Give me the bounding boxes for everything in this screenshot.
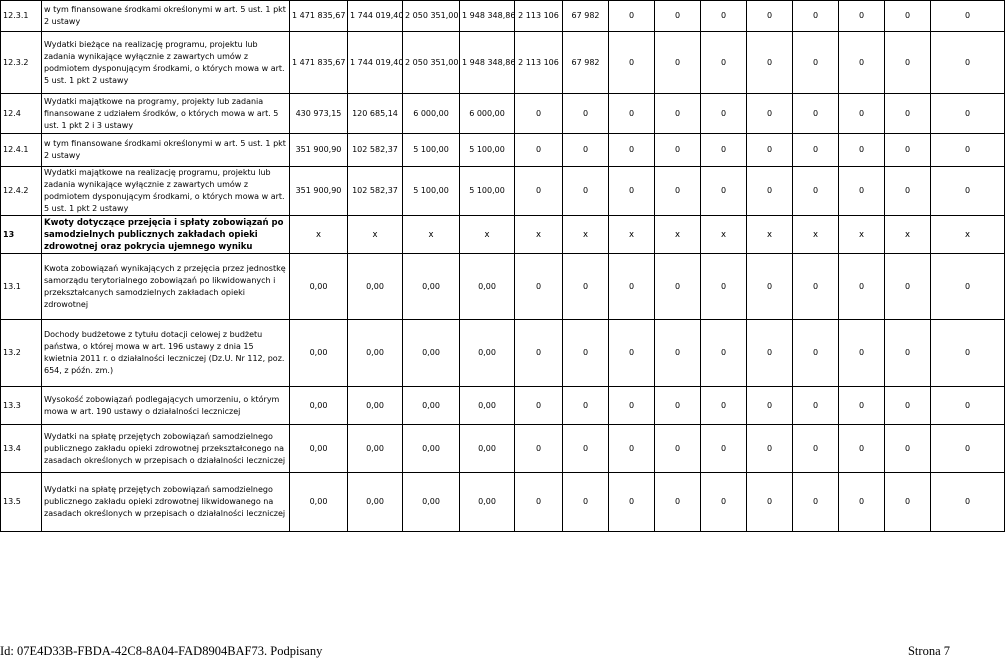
- value-cell: 6 000,00: [460, 94, 515, 134]
- row-number: 12.4: [1, 94, 42, 134]
- value-cell: 0,00: [403, 425, 460, 473]
- value-cell: 0: [563, 254, 609, 320]
- value-cell: 0: [931, 94, 1005, 134]
- value-cell: x: [655, 216, 701, 254]
- value-cell: 0: [931, 167, 1005, 216]
- value-cell: 0: [563, 167, 609, 216]
- value-cell: 0: [747, 254, 793, 320]
- value-cell: 0,00: [403, 473, 460, 532]
- value-cell: 0: [609, 32, 655, 94]
- value-cell: x: [931, 216, 1005, 254]
- value-cell: 0: [747, 320, 793, 387]
- value-cell: 5 100,00: [403, 167, 460, 216]
- value-cell: 0: [793, 387, 839, 425]
- value-cell: 0,00: [460, 473, 515, 532]
- value-cell: 0: [839, 134, 885, 167]
- value-cell: 0: [701, 134, 747, 167]
- row-description: Wydatki majątkowe na programy, projekty lub zadania finansowane z udziałem środków, o których mowa w art. 5 ust. 1 pkt 2 i 3 ustawy: [42, 94, 290, 134]
- value-cell: 0: [931, 1, 1005, 32]
- value-cell: 0: [885, 425, 931, 473]
- value-cell: 0: [515, 254, 563, 320]
- value-cell: x: [348, 216, 403, 254]
- row-number: 13.1: [1, 254, 42, 320]
- table-row: [1, 425, 1005, 473]
- value-cell: 0: [793, 473, 839, 532]
- value-cell: 1 948 348,86: [460, 1, 515, 32]
- row-number: 12.3.2: [1, 32, 42, 94]
- value-cell: 0: [793, 425, 839, 473]
- value-cell: x: [515, 216, 563, 254]
- table-row: [1, 216, 1005, 254]
- row-number: 13: [1, 216, 42, 254]
- value-cell: 0: [839, 473, 885, 532]
- value-cell: 0,00: [460, 320, 515, 387]
- value-cell: 67 982: [563, 1, 609, 32]
- value-cell: 0: [701, 32, 747, 94]
- value-cell: 6 000,00: [403, 94, 460, 134]
- value-cell: 102 582,37: [348, 167, 403, 216]
- value-cell: 0: [609, 387, 655, 425]
- value-cell: 0: [655, 134, 701, 167]
- value-cell: 0: [885, 320, 931, 387]
- value-cell: 0: [931, 320, 1005, 387]
- value-cell: 430 973,15: [290, 94, 348, 134]
- value-cell: 0,00: [290, 473, 348, 532]
- value-cell: 0: [793, 167, 839, 216]
- value-cell: 0: [701, 167, 747, 216]
- value-cell: 0,00: [290, 254, 348, 320]
- value-cell: 0: [793, 94, 839, 134]
- value-cell: 120 685,14: [348, 94, 403, 134]
- value-cell: 0: [747, 94, 793, 134]
- value-cell: 0: [609, 320, 655, 387]
- value-cell: 0: [655, 254, 701, 320]
- value-cell: 0,00: [290, 387, 348, 425]
- value-cell: 0: [563, 94, 609, 134]
- value-cell: 0,00: [348, 387, 403, 425]
- value-cell: 0: [747, 425, 793, 473]
- value-cell: 0: [609, 167, 655, 216]
- value-cell: 0,00: [348, 425, 403, 473]
- value-cell: x: [701, 216, 747, 254]
- value-cell: 5 100,00: [403, 134, 460, 167]
- value-cell: 0: [655, 32, 701, 94]
- value-cell: 0: [885, 32, 931, 94]
- value-cell: 351 900,90: [290, 134, 348, 167]
- value-cell: x: [609, 216, 655, 254]
- value-cell: 0: [793, 134, 839, 167]
- value-cell: 0: [747, 473, 793, 532]
- row-description: Dochody budżetowe z tytułu dotacji celowej z budżetu państwa, o której mowa w art. 196 ustawy z dnia 15 kwietnia 2011 r. o działalności leczniczej (Dz.U. Nr 112, poz. 654, z późn. zm.): [42, 320, 290, 387]
- value-cell: 1 471 835,67: [290, 1, 348, 32]
- value-cell: 1 948 348,86: [460, 32, 515, 94]
- value-cell: 0: [563, 387, 609, 425]
- value-cell: 0: [655, 320, 701, 387]
- value-cell: 0: [563, 425, 609, 473]
- row-number: 13.5: [1, 473, 42, 532]
- value-cell: 0,00: [403, 387, 460, 425]
- value-cell: 0: [655, 473, 701, 532]
- value-cell: 0: [515, 94, 563, 134]
- value-cell: 0: [885, 387, 931, 425]
- value-cell: 0: [931, 425, 1005, 473]
- value-cell: 0,00: [403, 254, 460, 320]
- value-cell: 0: [563, 134, 609, 167]
- value-cell: 0: [515, 167, 563, 216]
- value-cell: 0: [655, 1, 701, 32]
- value-cell: 0,00: [403, 320, 460, 387]
- value-cell: x: [747, 216, 793, 254]
- value-cell: 1 744 019,40: [348, 32, 403, 94]
- value-cell: 1 744 019,40: [348, 1, 403, 32]
- row-description: Wysokość zobowiązań podlegających umorzeniu, o którym mowa w art. 190 ustawy o działalności leczniczej: [42, 387, 290, 425]
- value-cell: 0: [563, 320, 609, 387]
- value-cell: 0: [839, 167, 885, 216]
- value-cell: 0: [515, 387, 563, 425]
- value-cell: 0,00: [348, 254, 403, 320]
- value-cell: 1 471 835,67: [290, 32, 348, 94]
- document-id: Id: 07E4D33B-FBDA-42C8-8A04-FAD8904BAF73. Podpisany: [0, 644, 323, 658]
- value-cell: 2 113 106: [515, 1, 563, 32]
- row-description: Kwota zobowiązań wynikających z przejęcia przez jednostkę samorządu terytorialnego zobowiązań po likwidowanych i przekształcanych samodzielnych zakładach opieki zdrowotnej: [42, 254, 290, 320]
- value-cell: 0: [655, 94, 701, 134]
- value-cell: 0: [563, 473, 609, 532]
- table-row: [1, 32, 1005, 94]
- table-row: [1, 387, 1005, 425]
- value-cell: 0: [747, 134, 793, 167]
- value-cell: 0,00: [348, 320, 403, 387]
- value-cell: 0: [839, 425, 885, 473]
- value-cell: 102 582,37: [348, 134, 403, 167]
- value-cell: 0,00: [290, 320, 348, 387]
- value-cell: 0: [701, 320, 747, 387]
- value-cell: 0: [885, 1, 931, 32]
- value-cell: 0: [701, 1, 747, 32]
- value-cell: 0: [609, 1, 655, 32]
- value-cell: x: [793, 216, 839, 254]
- value-cell: 0: [609, 425, 655, 473]
- value-cell: 0: [701, 94, 747, 134]
- row-number: 12.4.2: [1, 167, 42, 216]
- value-cell: 0: [885, 254, 931, 320]
- value-cell: 0,00: [460, 387, 515, 425]
- value-cell: 0: [747, 1, 793, 32]
- value-cell: 2 050 351,00: [403, 32, 460, 94]
- table-row: [1, 320, 1005, 387]
- value-cell: 0,00: [460, 254, 515, 320]
- row-description: Kwoty dotyczące przejęcia i spłaty zobowiązań po samodzielnych publicznych zakładach opieki zdrowotnej oraz pokrycia ujemnego wyniku: [42, 216, 290, 254]
- row-number: 12.3.1: [1, 1, 42, 32]
- value-cell: x: [290, 216, 348, 254]
- table-row: [1, 167, 1005, 216]
- table-row: [1, 94, 1005, 134]
- value-cell: 0: [793, 254, 839, 320]
- value-cell: 0: [701, 425, 747, 473]
- value-cell: 0: [747, 32, 793, 94]
- value-cell: 67 982: [563, 32, 609, 94]
- value-cell: 0: [931, 254, 1005, 320]
- value-cell: 0: [839, 1, 885, 32]
- value-cell: 0: [931, 473, 1005, 532]
- value-cell: x: [460, 216, 515, 254]
- page-footer: [0, 642, 960, 660]
- value-cell: 0: [701, 254, 747, 320]
- value-cell: 0: [515, 425, 563, 473]
- value-cell: 0: [839, 94, 885, 134]
- value-cell: 0: [839, 254, 885, 320]
- row-description: w tym finansowane środkami określonymi w art. 5 ust. 1 pkt 2 ustawy: [42, 1, 290, 32]
- value-cell: 0: [931, 32, 1005, 94]
- value-cell: 0: [793, 32, 839, 94]
- table-row: [1, 1, 1005, 32]
- row-description: Wydatki bieżące na realizację programu, projektu lub zadania wynikające wyłącznie z zawartych umów z podmiotem dysponującym środkami, o których mowa w art. 5 ust. 1 pkt 2 ustawy: [42, 32, 290, 94]
- value-cell: 0: [885, 167, 931, 216]
- value-cell: 0: [793, 1, 839, 32]
- value-cell: 0: [515, 134, 563, 167]
- value-cell: 0,00: [290, 425, 348, 473]
- value-cell: 0: [515, 473, 563, 532]
- row-description: w tym finansowane środkami określonymi w art. 5 ust. 1 pkt 2 ustawy: [42, 134, 290, 167]
- value-cell: x: [403, 216, 460, 254]
- value-cell: 0: [885, 94, 931, 134]
- table-row: [1, 254, 1005, 320]
- value-cell: 5 100,00: [460, 134, 515, 167]
- value-cell: 0: [747, 387, 793, 425]
- value-cell: x: [839, 216, 885, 254]
- value-cell: 351 900,90: [290, 167, 348, 216]
- value-cell: 0,00: [348, 473, 403, 532]
- value-cell: 2 113 106: [515, 32, 563, 94]
- value-cell: 0: [931, 387, 1005, 425]
- value-cell: 0: [885, 473, 931, 532]
- value-cell: x: [563, 216, 609, 254]
- value-cell: 0: [609, 134, 655, 167]
- value-cell: 2 050 351,00: [403, 1, 460, 32]
- value-cell: 5 100,00: [460, 167, 515, 216]
- row-number: 13.2: [1, 320, 42, 387]
- row-number: 13.4: [1, 425, 42, 473]
- value-cell: 0: [931, 134, 1005, 167]
- value-cell: 0: [839, 32, 885, 94]
- row-description: Wydatki na spłatę przejętych zobowiązań samodzielnego publicznego zakładu opieki zdrowotnej likwidowanego na zasadach określonych w przepisach o działalności leczniczej: [42, 473, 290, 532]
- table-body: [1, 1, 1005, 532]
- value-cell: 0: [839, 320, 885, 387]
- value-cell: 0: [655, 167, 701, 216]
- table-row: [1, 473, 1005, 532]
- value-cell: 0: [609, 94, 655, 134]
- value-cell: 0: [885, 134, 931, 167]
- page-number: Strona 7: [907, 644, 950, 658]
- value-cell: 0,00: [460, 425, 515, 473]
- row-description: Wydatki majątkowe na realizację programu, projektu lub zadania wynikające wyłącznie z zawartych umów z podmiotem dysponującym środkami, o których mowa w art. 5 ust. 1 pkt 2 ustawy: [42, 167, 290, 216]
- value-cell: 0: [655, 425, 701, 473]
- row-number: 13.3: [1, 387, 42, 425]
- value-cell: 0: [609, 473, 655, 532]
- value-cell: 0: [747, 167, 793, 216]
- value-cell: x: [885, 216, 931, 254]
- value-cell: 0: [701, 473, 747, 532]
- value-cell: 0: [701, 387, 747, 425]
- value-cell: 0: [515, 320, 563, 387]
- row-number: 12.4.1: [1, 134, 42, 167]
- value-cell: 0: [655, 387, 701, 425]
- value-cell: 0: [609, 254, 655, 320]
- row-description: Wydatki na spłatę przejętych zobowiązań samodzielnego publicznego zakładu opieki zdrowotnej przekształconego na zasadach określonych w przepisach o działalności leczniczej: [42, 425, 290, 473]
- table-row: [1, 134, 1005, 167]
- value-cell: 0: [793, 320, 839, 387]
- value-cell: 0: [839, 387, 885, 425]
